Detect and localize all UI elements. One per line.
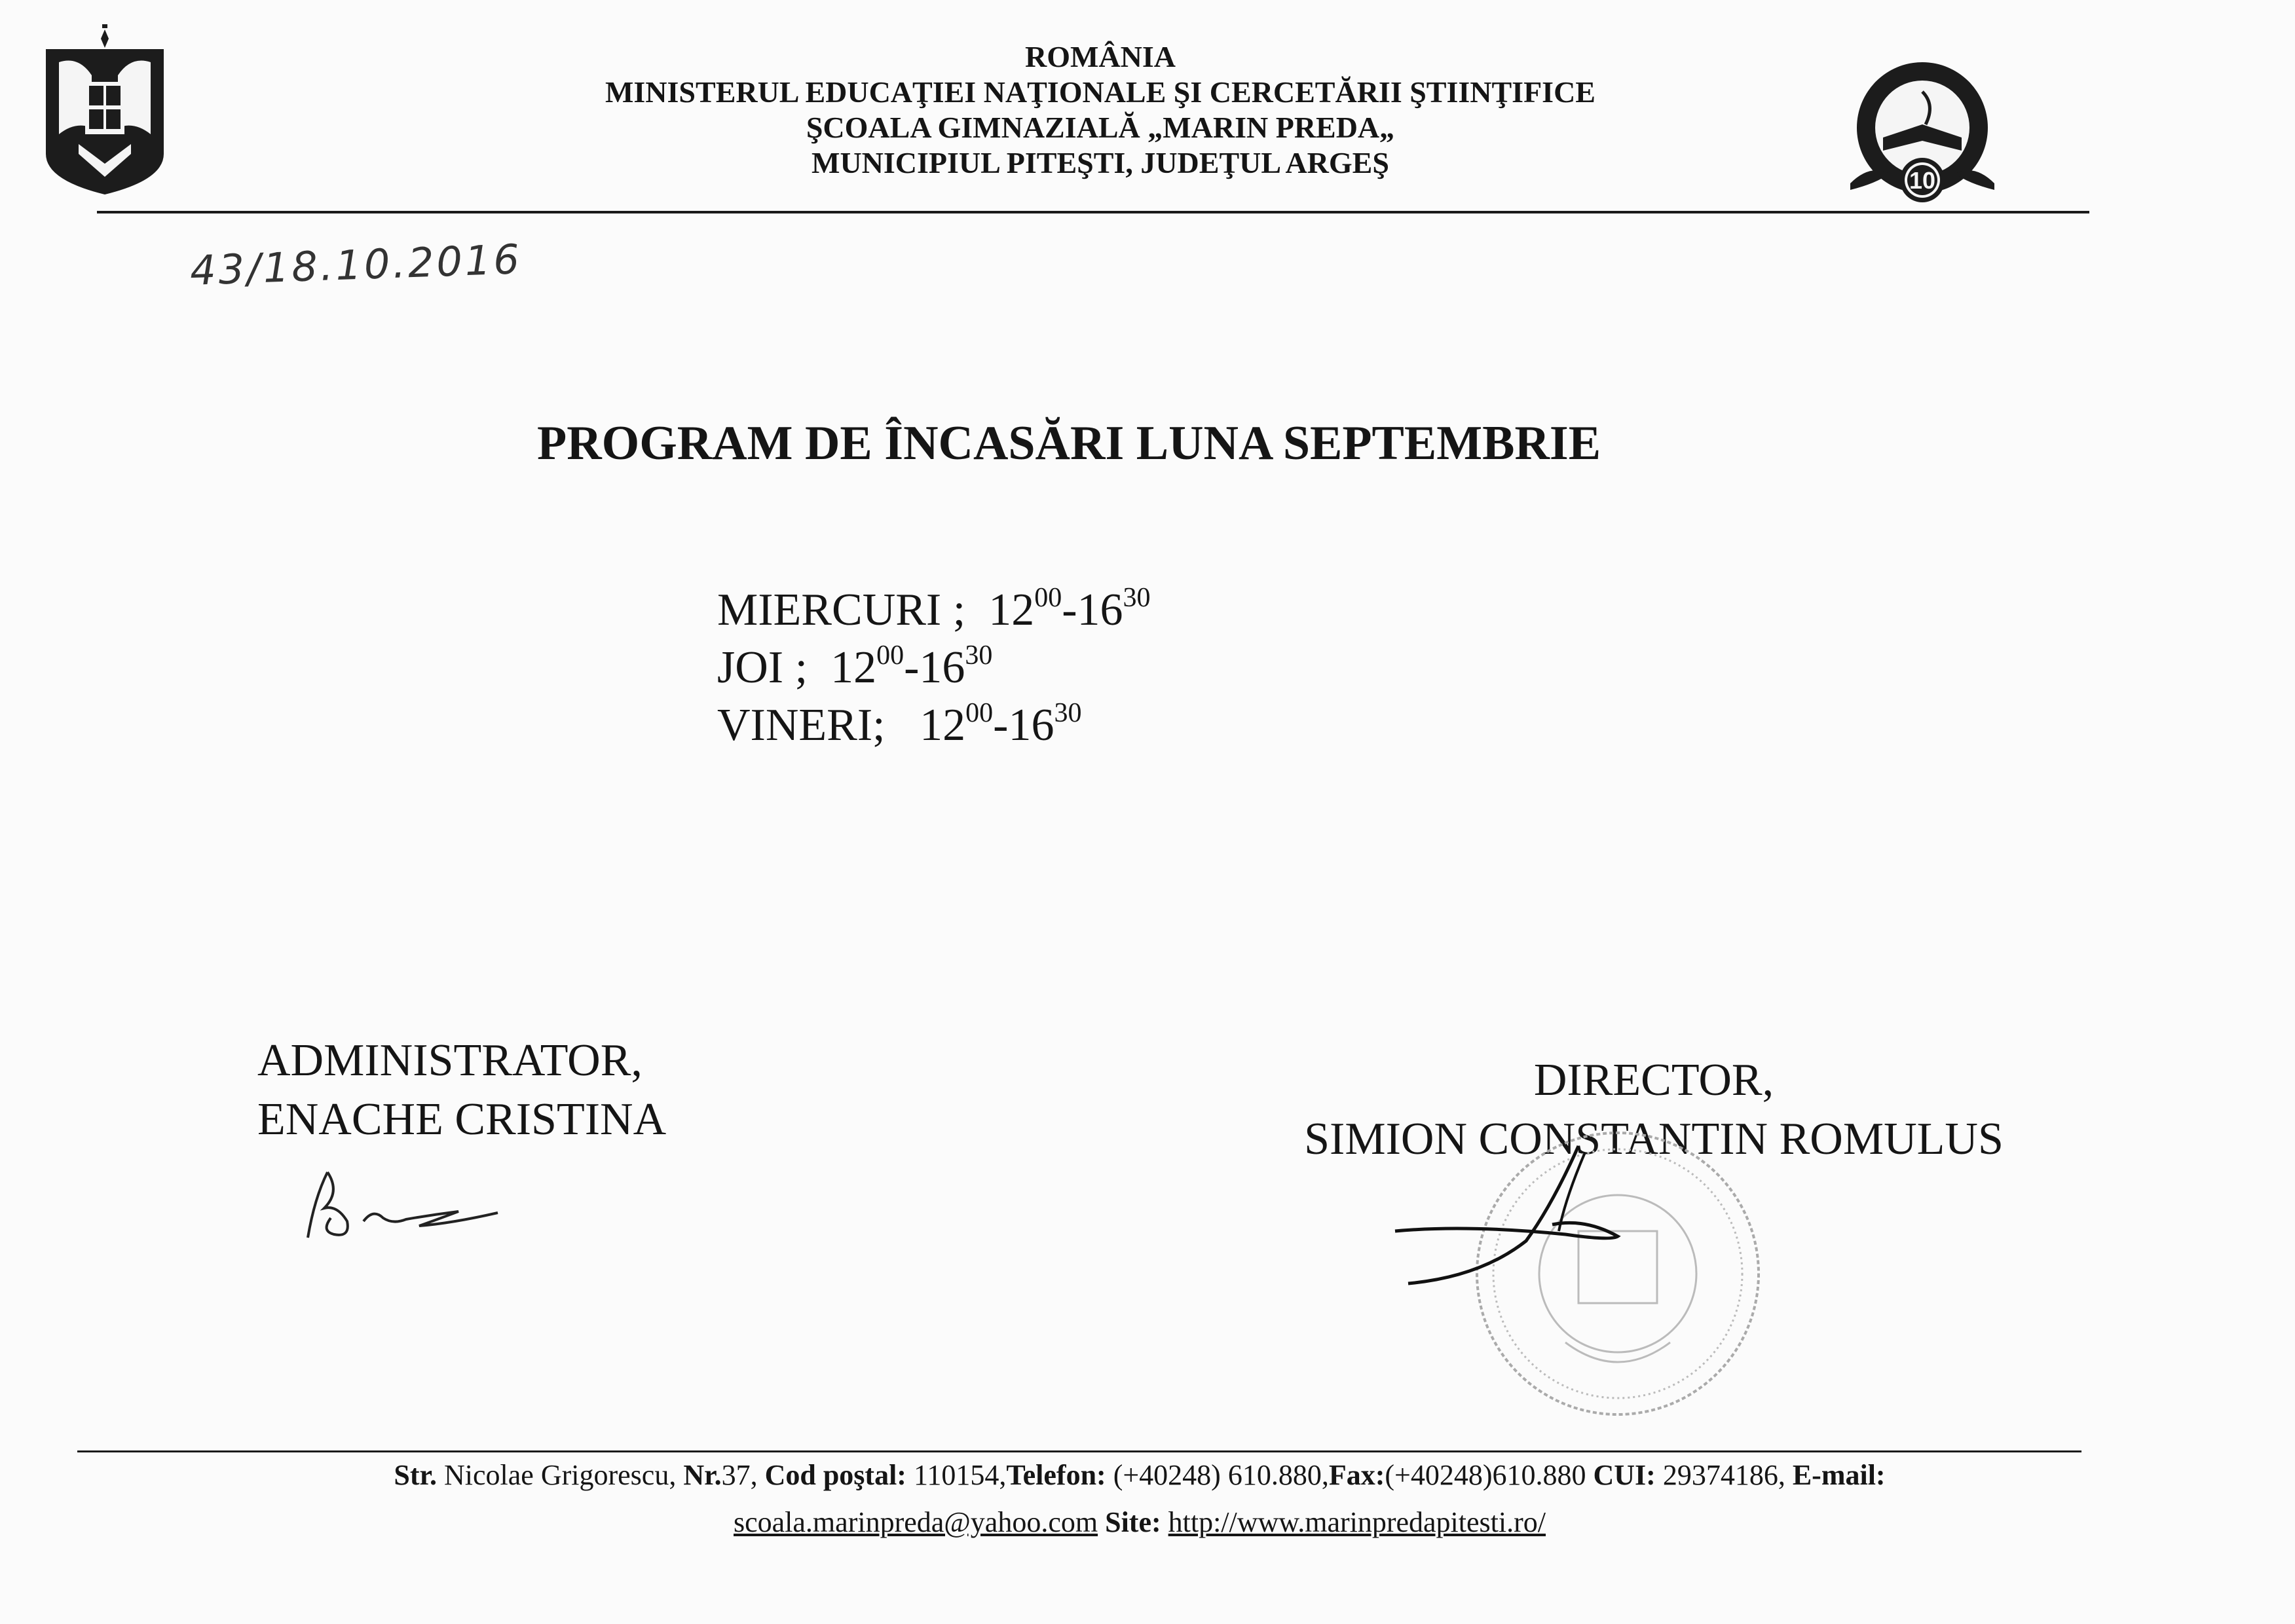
page-title: PROGRAM DE ÎNCASĂRI LUNA SEPTEMBRIE [537, 416, 1601, 470]
director-name: SIMION CONSTANTIN ROMULUS [1304, 1114, 2004, 1164]
email-link[interactable]: scoala.marinpreda@yahoo.com [734, 1506, 1098, 1538]
footer-divider [77, 1450, 2081, 1452]
header-school: ŞCOALA GIMNAZIALĂ „MARIN PREDA„ [806, 111, 1395, 144]
schedule-line-thursday: JOI ; $12^{00}-16^{30}$ [717, 640, 993, 693]
administrator-signature-block [257, 1031, 666, 1149]
director-handwritten-signature-icon [1389, 1126, 1651, 1297]
header-ministry: MINISTERUL EDUCAŢIEI NAŢIONALE ŞI CERCETĂRII ŞTIINŢIFICE [605, 75, 1595, 109]
website-link[interactable]: http://www.marinpredapitesti.ro/ [1168, 1506, 1546, 1538]
footer-address-line: Str. Nicolae Grigorescu, Nr.37, Cod poştal: 110154,Telefon: (+40248) 610.880,Fax:(+40248)610.880 CUI: 29374186, E-mail: [394, 1459, 1886, 1491]
administrator-title: ADMINISTRATOR, [257, 1035, 643, 1086]
schedule-line-friday: VINERI; $12^{00}-16^{30}$ [717, 698, 1082, 750]
logo-number: 10 [1909, 167, 1936, 194]
school-logo-icon [1831, 52, 2014, 210]
administrator-name: ENACHE CRISTINA [257, 1094, 667, 1145]
letterhead [498, 39, 1703, 181]
registration-number: 43/18.10.2016 [189, 235, 523, 295]
header-country: ROMÂNIA [1025, 40, 1176, 73]
director-title: DIRECTOR, [1533, 1055, 1774, 1105]
header-municipality: MUNICIPIUL PITEŞTI, JUDEŢUL ARGEŞ [812, 146, 1389, 179]
schedule [717, 581, 1151, 754]
footer-contact-line: scoala.marinpreda@yahoo.com Site: http://www.marinpredapitesti.ro/ [734, 1506, 1546, 1538]
administrator-handwritten-signature-icon [301, 1159, 537, 1257]
header-divider [97, 211, 2089, 213]
schedule-line-wednesday: MIERCURI ; $12^{00}-16^{30}$ [717, 583, 1151, 635]
romania-coat-of-arms-icon [39, 23, 170, 196]
